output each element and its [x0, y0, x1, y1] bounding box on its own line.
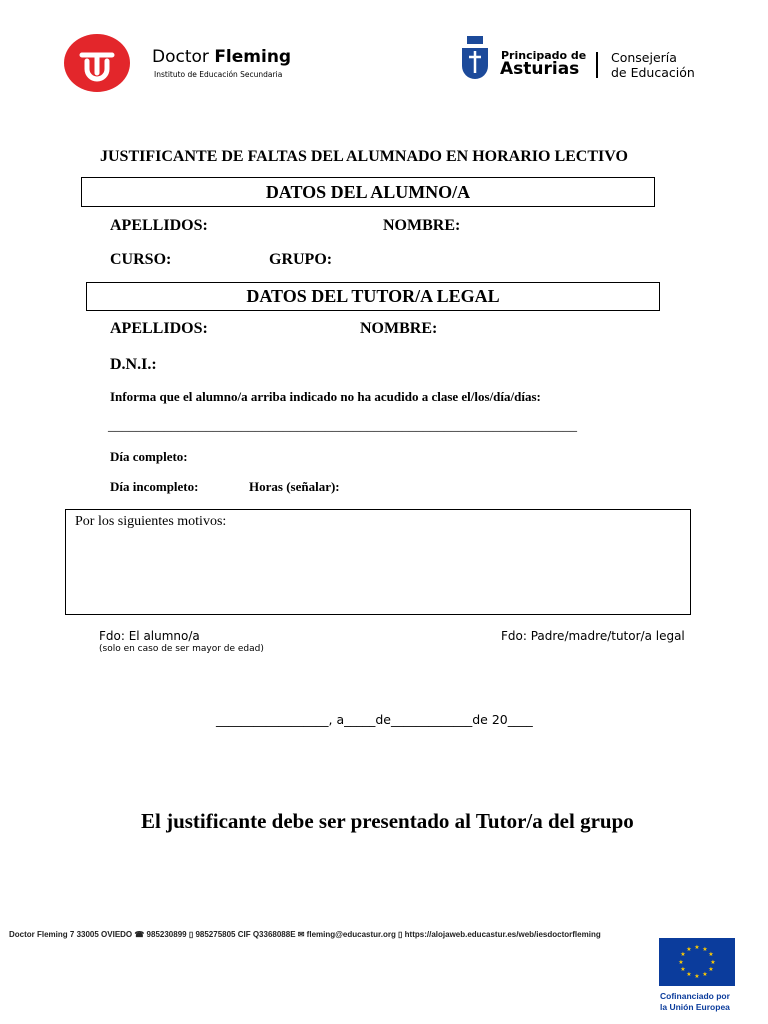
gov-divider [596, 52, 598, 78]
fdo-padre: Fdo: Padre/madre/tutor/a legal [501, 629, 685, 643]
gov-principado: Principado de [501, 49, 587, 62]
curso-label: CURSO: [110, 251, 172, 268]
svg-text:★: ★ [694, 973, 700, 980]
student-apellidos-label: APELLIDOS: [110, 217, 208, 234]
svg-text:★: ★ [678, 959, 684, 966]
form-title: JUSTIFICANTE DE FALTAS DEL ALUMNADO EN HORARIO LECTIVO [100, 148, 628, 165]
horas-label: Horas (señalar): [249, 479, 340, 494]
date-line: ___________________________________________________________________ [108, 419, 577, 434]
svg-text:★: ★ [680, 951, 686, 958]
school-subtitle: Instituto de Educación Secundaria [154, 70, 283, 79]
dia-incompleto-label: Día incompleto: [110, 479, 199, 494]
tutor-nombre-label: NOMBRE: [360, 320, 438, 337]
place-date-line: __________________, a_____de_____________de 20____ [216, 712, 533, 727]
tutor-section-header [86, 282, 660, 311]
svg-text:★: ★ [708, 951, 714, 958]
informa-text: Informa que el alumno/a arriba indicado no ha acudido a clase el/los/día/días: [110, 389, 541, 404]
student-section-title: DATOS DEL ALUMNO/A [265, 181, 471, 202]
svg-text:★: ★ [702, 971, 708, 978]
school-name: Doctor Fleming [152, 47, 292, 67]
svg-text:★: ★ [680, 966, 686, 973]
svg-text:★: ★ [686, 946, 692, 953]
school-logo [63, 33, 131, 93]
eu-caption [660, 991, 730, 1013]
tutor-section-title: DATOS DEL TUTOR/A LEGAL [246, 286, 500, 306]
gov-name: Asturias [500, 59, 580, 79]
dia-completo-label: Día completo: [110, 449, 188, 464]
dni-label: D.N.I.: [110, 356, 157, 373]
svg-text:★: ★ [694, 944, 700, 951]
svg-text:★: ★ [708, 966, 714, 973]
motivos-box[interactable] [65, 509, 691, 615]
svg-text:★: ★ [710, 959, 716, 966]
footer-contact: Doctor Fleming 7 33005 OVIEDO ☎ 985230899 ▯ 985275805 CIF Q3368088E ✉ fleming@educastur.org ▯ https://alojaweb.educastur.es/web/iesdoctorfleming [9, 930, 601, 939]
eu-caption-line1: Cofinanciado por [660, 991, 730, 1001]
eu-flag-icon [659, 938, 735, 986]
student-nombre-label: NOMBRE: [383, 217, 461, 234]
svg-text:★: ★ [686, 971, 692, 978]
eu-caption-line2: la Unión Europea [660, 1002, 730, 1012]
fdo-alumno-note: (solo en caso de ser mayor de edad) [99, 644, 264, 654]
gov-consejeria-line1: Consejería [611, 50, 677, 65]
tutor-apellidos-label: APELLIDOS: [110, 320, 208, 337]
motivos-label: Por los siguientes motivos: [75, 514, 227, 529]
notice-text: El justificante debe ser presentado al Tutor/a del grupo [141, 809, 634, 833]
gov-consejeria-line2: de Educación [611, 65, 695, 80]
school-logo-icon [63, 33, 131, 93]
asturias-crest-icon [460, 36, 490, 82]
grupo-label: GRUPO: [269, 251, 333, 268]
student-section-header [81, 177, 655, 207]
fdo-alumno: Fdo: El alumno/a [99, 629, 200, 643]
svg-text:★: ★ [702, 946, 708, 953]
